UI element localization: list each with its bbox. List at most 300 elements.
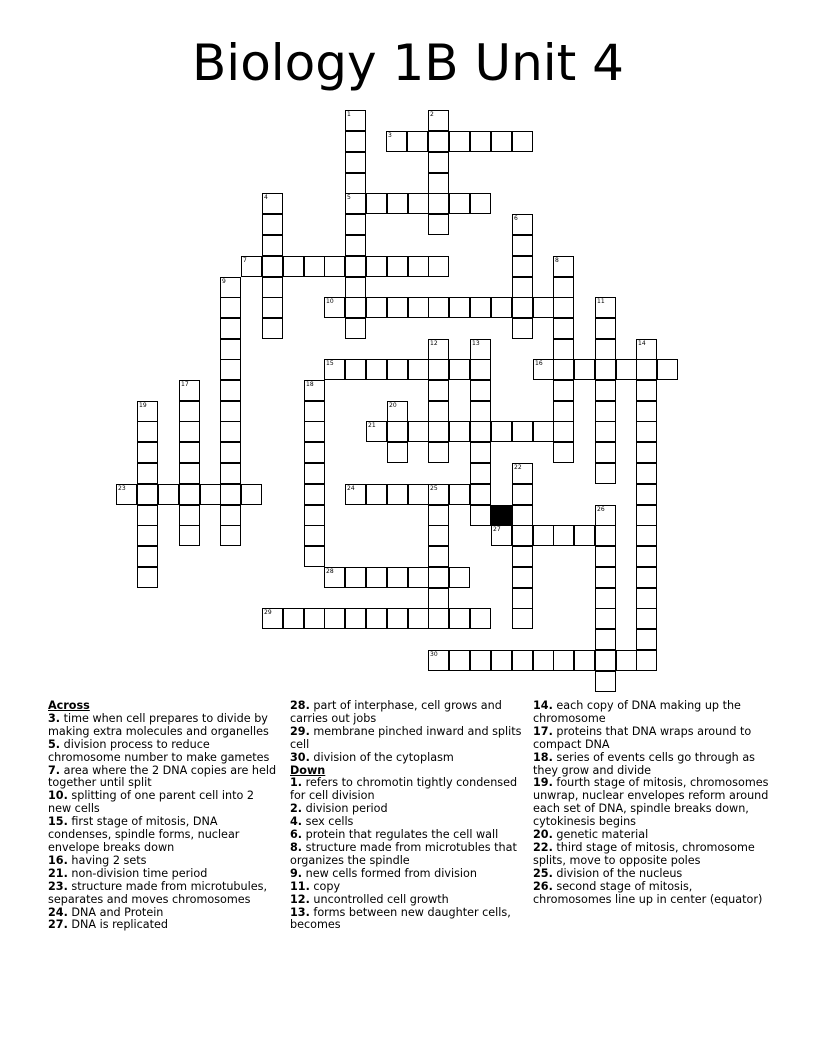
grid-cell[interactable] — [636, 339, 657, 360]
clue-number: 26 — [597, 506, 605, 513]
grid-cell[interactable] — [553, 359, 574, 380]
grid-cell[interactable] — [428, 608, 449, 629]
clue-number: 17 — [181, 381, 189, 388]
grid-cell[interactable] — [428, 193, 449, 214]
grid-cell[interactable] — [137, 463, 158, 484]
grid-cell[interactable] — [345, 235, 366, 256]
clue-text: splitting of one parent cell into 2 new cells — [48, 789, 255, 816]
grid-cell[interactable] — [366, 421, 387, 442]
grid-cell[interactable] — [428, 214, 449, 235]
grid-cell[interactable] — [553, 401, 574, 422]
grid-cell[interactable] — [428, 297, 449, 318]
grid-cell[interactable] — [241, 484, 262, 505]
grid-cell[interactable] — [428, 567, 449, 588]
grid-cell[interactable] — [407, 131, 428, 152]
across-clue — [48, 790, 280, 816]
grid-cell[interactable] — [137, 442, 158, 463]
grid-cell[interactable] — [137, 421, 158, 442]
grid-cell[interactable] — [179, 442, 200, 463]
grid-cell[interactable] — [324, 359, 345, 380]
grid-cell[interactable] — [220, 421, 241, 442]
grid-cell[interactable] — [512, 505, 533, 526]
grid-cell[interactable] — [512, 463, 533, 484]
grid-cell[interactable] — [304, 256, 325, 277]
grid-cell[interactable] — [366, 567, 387, 588]
grid-cell[interactable] — [449, 608, 470, 629]
clue-number: 23. — [48, 879, 68, 893]
clue-text: proteins that DNA wraps around to compact DNA — [533, 724, 752, 751]
grid-cell[interactable] — [574, 650, 595, 671]
grid-cell[interactable] — [428, 588, 449, 609]
grid-cell[interactable] — [200, 484, 221, 505]
grid-cell[interactable] — [636, 380, 657, 401]
across-clue — [290, 726, 522, 752]
black-cell — [491, 505, 512, 526]
grid-cell[interactable] — [304, 546, 325, 567]
grid-cell[interactable] — [283, 608, 304, 629]
clue-number: 29. — [290, 724, 310, 738]
grid-cell[interactable] — [512, 484, 533, 505]
grid-cell[interactable] — [533, 359, 554, 380]
grid-cell[interactable] — [179, 505, 200, 526]
grid-cell[interactable] — [595, 546, 616, 567]
grid-cell[interactable] — [408, 567, 429, 588]
grid-cell[interactable] — [512, 588, 533, 609]
grid-cell[interactable] — [345, 152, 366, 173]
grid-cell[interactable] — [636, 588, 657, 609]
across-clue — [290, 752, 522, 765]
grid-cell[interactable] — [345, 110, 366, 131]
grid-cell[interactable] — [324, 256, 345, 277]
grid-cell[interactable] — [636, 463, 657, 484]
clue-number: 12 — [430, 340, 438, 347]
grid-cell[interactable] — [595, 359, 616, 380]
grid-cell[interactable] — [470, 463, 491, 484]
grid-cell[interactable] — [387, 442, 408, 463]
grid-cell[interactable] — [262, 256, 283, 277]
clue-number: 4 — [264, 194, 268, 201]
grid-cell[interactable] — [428, 525, 449, 546]
grid-cell[interactable] — [408, 297, 429, 318]
grid-cell[interactable] — [533, 525, 554, 546]
clue-number: 15. — [48, 815, 68, 829]
grid-cell[interactable] — [470, 650, 491, 671]
grid-cell[interactable] — [512, 546, 533, 567]
down-clue — [533, 777, 773, 829]
grid-cell[interactable] — [470, 193, 491, 214]
clue-text: series of events cells go through as they grow and divide — [533, 750, 756, 777]
grid-cell[interactable] — [304, 608, 325, 629]
grid-cell[interactable] — [636, 608, 657, 629]
clue-number: 13 — [472, 340, 480, 347]
clue-text: new cells formed from division — [305, 866, 477, 880]
grid-cell[interactable] — [262, 318, 283, 339]
grid-cell[interactable] — [262, 297, 283, 318]
grid-cell[interactable] — [636, 546, 657, 567]
grid-cell[interactable] — [636, 505, 657, 526]
grid-cell[interactable] — [304, 421, 325, 442]
grid-cell[interactable] — [428, 484, 449, 505]
grid-cell[interactable] — [449, 421, 470, 442]
clues-column-3 — [533, 700, 773, 907]
grid-cell[interactable] — [449, 297, 470, 318]
grid-cell[interactable] — [408, 193, 429, 214]
grid-cell[interactable] — [470, 484, 491, 505]
grid-cell[interactable] — [324, 567, 345, 588]
grid-cell[interactable] — [616, 650, 637, 671]
grid-cell[interactable] — [366, 484, 387, 505]
grid-cell[interactable] — [179, 421, 200, 442]
grid-cell[interactable] — [512, 214, 533, 235]
grid-cell[interactable] — [137, 484, 158, 505]
clue-number: 28 — [326, 568, 334, 575]
grid-cell[interactable] — [220, 401, 241, 422]
grid-cell[interactable] — [304, 380, 325, 401]
grid-cell[interactable] — [553, 297, 574, 318]
grid-cell[interactable] — [636, 484, 657, 505]
grid-cell[interactable] — [387, 256, 408, 277]
grid-cell[interactable] — [533, 421, 554, 442]
grid-cell[interactable] — [387, 484, 408, 505]
grid-cell[interactable] — [491, 131, 512, 152]
clue-number: 5 — [347, 194, 351, 201]
grid-cell[interactable] — [387, 297, 408, 318]
grid-cell[interactable] — [408, 608, 429, 629]
clue-number: 19. — [533, 776, 553, 790]
clue-number: 30 — [430, 651, 438, 658]
grid-cell[interactable] — [324, 297, 345, 318]
grid-cell[interactable] — [428, 546, 449, 567]
grid-cell[interactable] — [512, 277, 533, 298]
grid-cell[interactable] — [595, 380, 616, 401]
down-clue — [533, 881, 773, 907]
grid-cell[interactable] — [595, 463, 616, 484]
grid-cell[interactable] — [345, 484, 366, 505]
grid-cell[interactable] — [512, 608, 533, 629]
grid-cell[interactable] — [304, 401, 325, 422]
grid-cell[interactable] — [137, 505, 158, 526]
grid-cell[interactable] — [387, 359, 408, 380]
grid-cell[interactable] — [408, 359, 429, 380]
grid-cell[interactable] — [137, 567, 158, 588]
grid-cell[interactable] — [636, 525, 657, 546]
grid-cell[interactable] — [428, 256, 449, 277]
grid-cell[interactable] — [512, 318, 533, 339]
grid-cell[interactable] — [470, 421, 491, 442]
page-title: Biology 1B Unit 4 — [192, 34, 624, 92]
grid-cell[interactable] — [470, 505, 491, 526]
clue-text: structure made from microtubles that organizes the spindle — [290, 840, 517, 867]
grid-cell[interactable] — [179, 380, 200, 401]
down-clue — [533, 726, 773, 752]
clue-number: 29 — [264, 609, 272, 616]
clues-column-2 — [290, 700, 522, 932]
grid-cell[interactable] — [387, 567, 408, 588]
clue-number: 28. — [290, 699, 310, 712]
grid-cell[interactable] — [616, 359, 637, 380]
grid-cell[interactable] — [387, 401, 408, 422]
grid-cell[interactable] — [220, 339, 241, 360]
clue-text: division period — [305, 802, 388, 816]
grid-cell[interactable] — [366, 359, 387, 380]
grid-cell[interactable] — [386, 131, 407, 152]
clue-text: structure made from microtubules, separates and moves chromosomes — [48, 879, 268, 906]
grid-cell[interactable] — [220, 380, 241, 401]
clue-number: 22 — [514, 464, 522, 471]
grid-cell[interactable] — [553, 339, 574, 360]
grid-cell[interactable] — [595, 318, 616, 339]
grid-cell[interactable] — [470, 401, 491, 422]
grid-cell[interactable] — [491, 421, 512, 442]
clue-text: each copy of DNA making up the chromosome — [533, 699, 741, 725]
clue-number: 15 — [326, 360, 334, 367]
grid-cell[interactable] — [304, 442, 325, 463]
grid-cell[interactable] — [428, 505, 449, 526]
clue-number: 24. — [48, 905, 68, 919]
down-clue — [290, 842, 522, 868]
grid-cell[interactable] — [137, 401, 158, 422]
grid-cell[interactable] — [179, 484, 200, 505]
grid-cell[interactable] — [428, 152, 449, 173]
grid-cell[interactable] — [574, 525, 595, 546]
grid-cell[interactable] — [595, 421, 616, 442]
grid-cell[interactable] — [137, 525, 158, 546]
grid-cell[interactable] — [657, 359, 678, 380]
grid-cell[interactable] — [262, 193, 283, 214]
grid-cell[interactable] — [241, 256, 262, 277]
grid-cell[interactable] — [595, 588, 616, 609]
grid-cell[interactable] — [512, 235, 533, 256]
across-clue — [290, 700, 522, 726]
grid-cell[interactable] — [470, 442, 491, 463]
grid-cell[interactable] — [449, 650, 470, 671]
clue-number: 20. — [533, 828, 553, 842]
clue-text: part of interphase, cell grows and carries out jobs — [290, 699, 502, 725]
grid-cell[interactable] — [116, 484, 137, 505]
grid-cell[interactable] — [449, 484, 470, 505]
grid-cell[interactable] — [636, 567, 657, 588]
grid-cell[interactable] — [408, 484, 429, 505]
grid-cell[interactable] — [636, 442, 657, 463]
grid-cell[interactable] — [428, 421, 449, 442]
grid-cell[interactable] — [387, 421, 408, 442]
clue-number: 23 — [118, 485, 126, 492]
grid-cell[interactable] — [470, 380, 491, 401]
clue-number: 5. — [48, 737, 61, 751]
clue-number: 14 — [638, 340, 646, 347]
clues-column-1 — [48, 700, 280, 932]
grid-cell[interactable] — [408, 256, 429, 277]
grid-cell[interactable] — [533, 297, 554, 318]
grid-cell[interactable] — [179, 525, 200, 546]
grid-cell[interactable] — [428, 339, 449, 360]
clue-number: 10 — [326, 298, 334, 305]
grid-cell[interactable] — [595, 608, 616, 629]
grid-cell[interactable] — [304, 525, 325, 546]
clue-number: 8. — [290, 840, 303, 854]
grid-cell[interactable] — [408, 421, 429, 442]
across-clue — [48, 713, 280, 739]
grid-cell[interactable] — [220, 463, 241, 484]
grid-cell[interactable] — [553, 318, 574, 339]
down-clue — [533, 752, 773, 778]
grid-cell[interactable] — [366, 193, 387, 214]
grid-cell[interactable] — [220, 277, 241, 298]
clue-text: protein that regulates the cell wall — [305, 828, 499, 842]
clue-text: uncontrolled cell growth — [313, 892, 449, 906]
grid-cell[interactable] — [324, 608, 345, 629]
grid-cell[interactable] — [512, 525, 533, 546]
grid-cell[interactable] — [449, 359, 470, 380]
grid-cell[interactable] — [220, 297, 241, 318]
grid-cell[interactable] — [553, 256, 574, 277]
grid-cell[interactable] — [512, 256, 533, 277]
grid-cell[interactable] — [470, 608, 491, 629]
clue-text: membrane pinched inward and splits cell — [290, 724, 522, 751]
grid-cell[interactable] — [595, 629, 616, 650]
grid-cell[interactable] — [220, 359, 241, 380]
grid-cell[interactable] — [137, 546, 158, 567]
grid-cell[interactable] — [366, 256, 387, 277]
grid-cell[interactable] — [179, 401, 200, 422]
grid-cell[interactable] — [304, 505, 325, 526]
grid-cell[interactable] — [304, 463, 325, 484]
clue-number: 27. — [48, 918, 68, 932]
grid-cell[interactable] — [387, 608, 408, 629]
grid-cell[interactable] — [366, 608, 387, 629]
grid-cell[interactable] — [470, 339, 491, 360]
clue-number: 17. — [533, 724, 553, 738]
down-clue — [290, 907, 522, 933]
grid-cell[interactable] — [428, 442, 449, 463]
clue-number: 11 — [597, 298, 605, 305]
grid-cell[interactable] — [533, 650, 554, 671]
clue-text: forms between new daughter cells, becomes — [290, 905, 511, 932]
grid-cell[interactable] — [512, 421, 533, 442]
clue-number: 6. — [290, 828, 303, 842]
clue-number: 9. — [290, 866, 303, 880]
grid-cell[interactable] — [595, 297, 616, 318]
grid-cell[interactable] — [553, 650, 574, 671]
grid-cell[interactable] — [345, 318, 366, 339]
grid-cell[interactable] — [470, 359, 491, 380]
grid-cell[interactable] — [636, 650, 657, 671]
grid-cell[interactable] — [574, 359, 595, 380]
grid-cell[interactable] — [283, 256, 304, 277]
grid-cell[interactable] — [345, 567, 366, 588]
clue-text: time when cell prepares to divide by making extra molecules and organelles — [48, 711, 269, 738]
grid-cell[interactable] — [470, 297, 491, 318]
clue-number: 26. — [533, 879, 553, 893]
grid-cell[interactable] — [428, 173, 449, 194]
grid-cell[interactable] — [345, 277, 366, 298]
grid-cell[interactable] — [220, 505, 241, 526]
grid-cell[interactable] — [345, 131, 366, 152]
grid-cell[interactable] — [428, 401, 449, 422]
grid-cell[interactable] — [179, 463, 200, 484]
grid-cell[interactable] — [158, 484, 179, 505]
grid-cell[interactable] — [262, 608, 283, 629]
grid-cell[interactable] — [636, 629, 657, 650]
grid-cell[interactable] — [220, 484, 241, 505]
grid-cell[interactable] — [220, 318, 241, 339]
clue-text: DNA and Protein — [71, 905, 164, 919]
grid-cell[interactable] — [553, 277, 574, 298]
clue-number: 3 — [388, 132, 392, 139]
grid-cell[interactable] — [262, 277, 283, 298]
clue-number: 13. — [290, 905, 310, 919]
grid-cell[interactable] — [491, 650, 512, 671]
grid-cell[interactable] — [595, 505, 616, 526]
grid-cell[interactable] — [553, 380, 574, 401]
clue-number: 1 — [347, 111, 351, 118]
grid-cell[interactable] — [304, 484, 325, 505]
clue-number: 4. — [290, 815, 303, 829]
grid-cell[interactable] — [595, 650, 616, 671]
grid-cell[interactable] — [428, 650, 449, 671]
grid-cell[interactable] — [345, 173, 366, 194]
grid-cell[interactable] — [491, 297, 512, 318]
grid-cell[interactable] — [428, 359, 449, 380]
grid-cell[interactable] — [345, 359, 366, 380]
clue-text: third stage of mitosis, chromosome splits, move to opposite poles — [533, 840, 755, 867]
grid-cell[interactable] — [345, 608, 366, 629]
grid-cell[interactable] — [345, 193, 366, 214]
grid-cell[interactable] — [428, 110, 449, 131]
clue-number: 27 — [493, 526, 501, 533]
grid-cell[interactable] — [220, 525, 241, 546]
grid-cell[interactable] — [595, 567, 616, 588]
grid-cell[interactable] — [636, 401, 657, 422]
grid-cell[interactable] — [470, 131, 491, 152]
grid-cell[interactable] — [220, 442, 241, 463]
clue-number: 6 — [514, 215, 518, 222]
grid-cell[interactable] — [345, 214, 366, 235]
grid-cell[interactable] — [512, 650, 533, 671]
grid-cell[interactable] — [595, 339, 616, 360]
clue-number: 21. — [48, 866, 68, 880]
grid-cell[interactable] — [553, 525, 574, 546]
grid-cell[interactable] — [428, 131, 449, 152]
grid-cell[interactable] — [449, 131, 470, 152]
grid-cell[interactable] — [595, 525, 616, 546]
grid-cell[interactable] — [366, 297, 387, 318]
grid-cell[interactable] — [553, 442, 574, 463]
grid-cell[interactable] — [553, 421, 574, 442]
across-clue — [48, 881, 280, 907]
grid-cell[interactable] — [449, 193, 470, 214]
grid-cell[interactable] — [595, 442, 616, 463]
grid-cell[interactable] — [636, 421, 657, 442]
grid-cell[interactable] — [491, 525, 512, 546]
grid-cell[interactable] — [428, 380, 449, 401]
grid-cell[interactable] — [345, 297, 366, 318]
clue-number: 22. — [533, 840, 553, 854]
grid-cell[interactable] — [512, 567, 533, 588]
grid-cell[interactable] — [262, 214, 283, 235]
grid-cell[interactable] — [512, 297, 533, 318]
grid-cell[interactable] — [636, 359, 657, 380]
grid-cell[interactable] — [512, 131, 533, 152]
grid-cell[interactable] — [449, 567, 470, 588]
grid-cell[interactable] — [262, 235, 283, 256]
clue-text: first stage of mitosis, DNA condenses, spindle forms, nuclear envelope breaks down — [48, 815, 240, 854]
grid-cell[interactable] — [345, 256, 366, 277]
clue-text: area where the 2 DNA copies are held together until split — [48, 763, 277, 790]
grid-cell[interactable] — [595, 401, 616, 422]
grid-cell[interactable] — [595, 671, 616, 692]
grid-cell[interactable] — [387, 193, 408, 214]
